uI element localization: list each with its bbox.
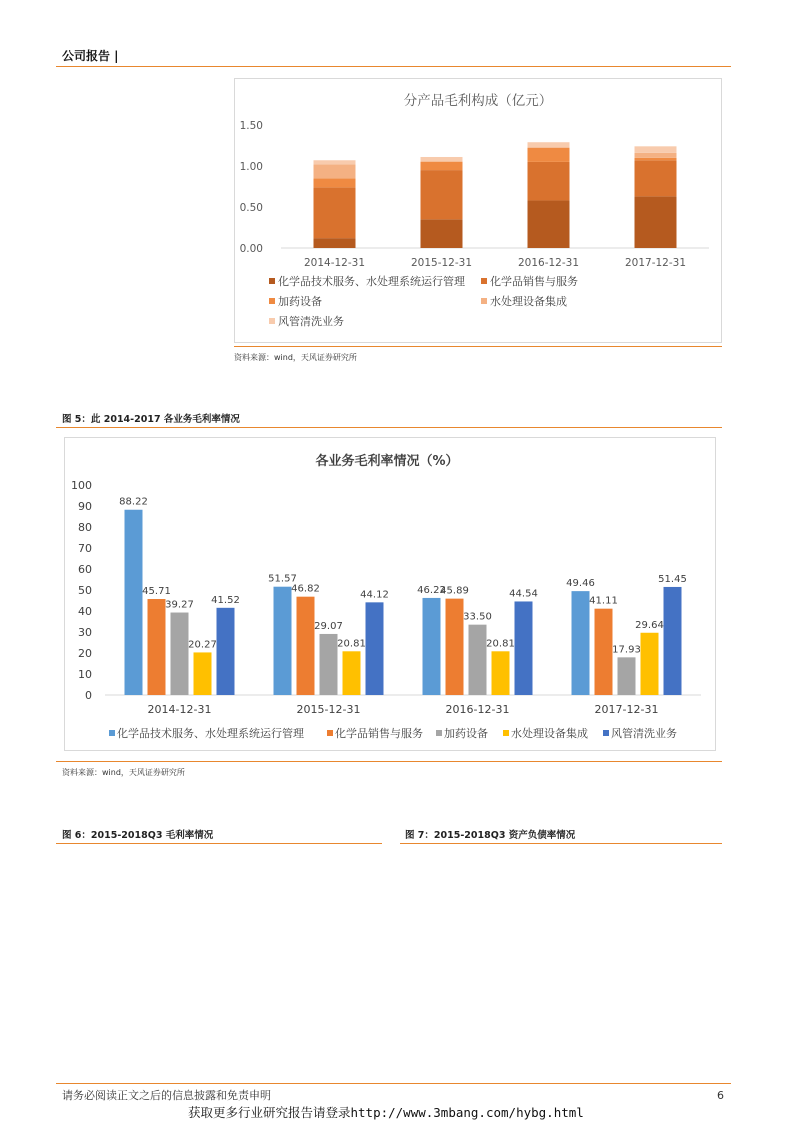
chart4-legend-label: 化学品技术服务、水处理系统运行管理 xyxy=(278,275,465,288)
chart5-bar xyxy=(148,599,166,695)
figure4-source: 资料来源：wind，天风证券研究所 xyxy=(234,353,357,362)
chart5-legend-swatch xyxy=(503,730,509,736)
chart4-bar-segment xyxy=(528,162,570,201)
chart4-legend-label: 化学品销售与服务 xyxy=(490,275,578,288)
header-divider xyxy=(56,66,731,67)
chart5-bar xyxy=(572,591,590,695)
chart5-data-label: 45.89 xyxy=(440,585,469,597)
chart5-y-tick: 60 xyxy=(78,563,92,576)
chart5-bar xyxy=(515,601,533,695)
chart5-data-label: 44.12 xyxy=(360,589,389,601)
chart5-legend-label: 化学品技术服务、水处理系统运行管理 xyxy=(117,727,304,740)
chart5-bar xyxy=(274,587,292,695)
chart4-bar-segment xyxy=(314,160,356,164)
chart5-bar xyxy=(641,633,659,695)
chart5-y-tick: 70 xyxy=(78,542,92,555)
chart5-bar xyxy=(125,510,143,695)
chart5-y-tick: 90 xyxy=(78,500,92,513)
chart5-bar xyxy=(320,634,338,695)
footer-watermark-link[interactable]: 获取更多行业研究报告请登录http://www.3mbang.com/hybg.html xyxy=(188,1105,584,1120)
chart5-data-label: 20.81 xyxy=(486,638,515,650)
page-number: 6 xyxy=(717,1089,724,1102)
chart5-bar xyxy=(297,597,315,695)
chart5-bar xyxy=(343,651,361,695)
chart5-data-label: 20.81 xyxy=(337,638,366,650)
chart5-data-label: 46.22 xyxy=(417,584,446,596)
chart4-bar-segment xyxy=(314,187,356,238)
chart4-y-tick: 0.50 xyxy=(239,202,263,214)
chart5-data-label: 20.27 xyxy=(188,639,217,651)
chart5-title: 各业务毛利率情况（%） xyxy=(315,454,459,469)
chart5-legend-swatch xyxy=(436,730,442,736)
chart5-y-tick: 50 xyxy=(78,584,92,597)
chart4-bar-segment xyxy=(528,200,570,248)
chart5-x-tick: 2014-12-31 xyxy=(147,703,212,716)
figure5-bottom-divider xyxy=(56,761,722,762)
chart5-data-label: 29.64 xyxy=(635,619,664,631)
chart4-bar-segment xyxy=(421,162,463,170)
chart4-bar-segment xyxy=(528,147,570,148)
figure7-divider xyxy=(400,843,722,844)
chart4-bar-segment xyxy=(635,153,677,158)
chart5-data-label: 51.45 xyxy=(658,573,687,585)
footer-disclaimer: 请务必阅读正文之后的信息披露和免责申明 xyxy=(62,1089,271,1102)
chart4-legend-swatch xyxy=(269,318,275,324)
chart4-x-tick: 2014-12-31 xyxy=(303,257,366,269)
figure5-top-divider xyxy=(56,427,722,428)
chart5-data-label: 41.11 xyxy=(589,595,618,607)
chart5-data-label: 51.57 xyxy=(268,573,297,585)
chart4-bar-segment xyxy=(421,157,463,161)
chart5-bar xyxy=(446,599,464,695)
gross-profit-composition-svg xyxy=(235,79,721,342)
chart4-bar-segment xyxy=(421,219,463,248)
chart4-bar-segment xyxy=(635,146,677,153)
chart4-legend-swatch xyxy=(481,298,487,304)
chart5-y-tick: 0 xyxy=(85,689,92,702)
chart5-bar xyxy=(595,609,613,695)
chart5-legend-label: 化学品销售与服务 xyxy=(335,727,423,740)
chart4-bar-segment xyxy=(528,148,570,162)
chart5-x-tick: 2015-12-31 xyxy=(296,703,361,716)
chart5-y-tick: 40 xyxy=(78,605,92,618)
chart4-bar-segment xyxy=(314,164,356,178)
chart5-y-tick: 10 xyxy=(78,668,92,681)
chart5-y-tick: 20 xyxy=(78,647,92,660)
chart5-data-label: 49.46 xyxy=(566,578,595,590)
chart4-legend-label: 加药设备 xyxy=(278,295,322,308)
chart5-legend-swatch xyxy=(603,730,609,736)
chart4-x-tick: 2016-12-31 xyxy=(517,257,580,269)
chart5-legend-label: 加药设备 xyxy=(444,727,488,740)
chart4-legend-label: 水处理设备集成 xyxy=(490,295,567,308)
chart5-bar xyxy=(492,651,510,695)
chart5-x-tick: 2017-12-31 xyxy=(594,703,659,716)
chart5-bar xyxy=(217,608,235,695)
chart5-data-label: 88.22 xyxy=(119,496,148,508)
chart4-x-tick: 2015-12-31 xyxy=(410,257,473,269)
chart5-data-label: 29.07 xyxy=(314,620,343,632)
chart4-legend-swatch xyxy=(269,278,275,284)
chart5-legend-label: 水处理设备集成 xyxy=(511,727,588,740)
chart5-legend-swatch xyxy=(327,730,333,736)
chart5-data-label: 17.93 xyxy=(612,644,641,656)
chart4-legend-label: 风管清洗业务 xyxy=(278,315,344,328)
figure7-caption: 图 7：2015-2018Q3 资产负债率情况 xyxy=(405,830,576,841)
chart5-data-label: 45.71 xyxy=(142,586,171,598)
chart5-data-label: 41.52 xyxy=(211,594,240,606)
figure4-bottom-divider xyxy=(234,346,722,347)
chart4-bar-segment xyxy=(314,178,356,187)
chart5-y-tick: 80 xyxy=(78,521,92,534)
chart4-legend-swatch xyxy=(269,298,275,304)
chart4-y-tick: 0.00 xyxy=(239,243,263,255)
chart5-bar xyxy=(366,602,384,695)
chart4-legend-swatch xyxy=(481,278,487,284)
chart5-bar xyxy=(618,657,636,695)
chart4-bar-segment xyxy=(635,160,677,196)
figure6-caption: 图 6：2015-2018Q3 毛利率情况 xyxy=(62,830,214,841)
gross-profit-composition-chart xyxy=(234,78,722,343)
chart5-legend-swatch xyxy=(109,730,115,736)
chart5-x-tick: 2016-12-31 xyxy=(445,703,510,716)
chart5-data-label: 39.27 xyxy=(165,599,194,611)
chart4-bar-segment xyxy=(635,158,677,160)
chart4-y-tick: 1.50 xyxy=(239,120,263,132)
chart5-y-tick: 30 xyxy=(78,626,92,639)
report-header-title: 公司报告 | xyxy=(62,49,119,63)
gross-margin-by-business-svg xyxy=(65,438,715,750)
chart5-bar xyxy=(423,598,441,695)
chart4-bar-segment xyxy=(314,238,356,248)
gross-margin-by-business-chart xyxy=(64,437,716,751)
chart5-bar xyxy=(171,613,189,695)
chart5-data-label: 33.50 xyxy=(463,611,492,623)
footer-divider xyxy=(56,1083,731,1084)
chart4-y-tick: 1.00 xyxy=(239,161,263,173)
chart5-bar xyxy=(194,652,212,695)
chart5-data-label: 46.82 xyxy=(291,583,320,595)
chart5-bar xyxy=(664,587,682,695)
chart4-bar-segment xyxy=(528,142,570,147)
chart5-y-tick: 100 xyxy=(71,479,92,492)
chart4-bar-segment xyxy=(421,170,463,219)
figure5-caption: 图 5：此 2014-2017 各业务毛利率情况 xyxy=(62,414,240,425)
figure6-divider xyxy=(56,843,382,844)
figure5-source: 资料来源：wind，天风证券研究所 xyxy=(62,768,185,777)
chart4-x-tick: 2017-12-31 xyxy=(624,257,687,269)
chart4-bar-segment xyxy=(635,196,677,248)
chart4-bar-segment xyxy=(421,161,463,162)
chart5-bar xyxy=(469,625,487,695)
chart4-title: 分产品毛利构成（亿元） xyxy=(403,93,553,109)
chart5-legend-label: 风管清洗业务 xyxy=(611,727,677,740)
chart5-data-label: 44.54 xyxy=(509,588,538,600)
